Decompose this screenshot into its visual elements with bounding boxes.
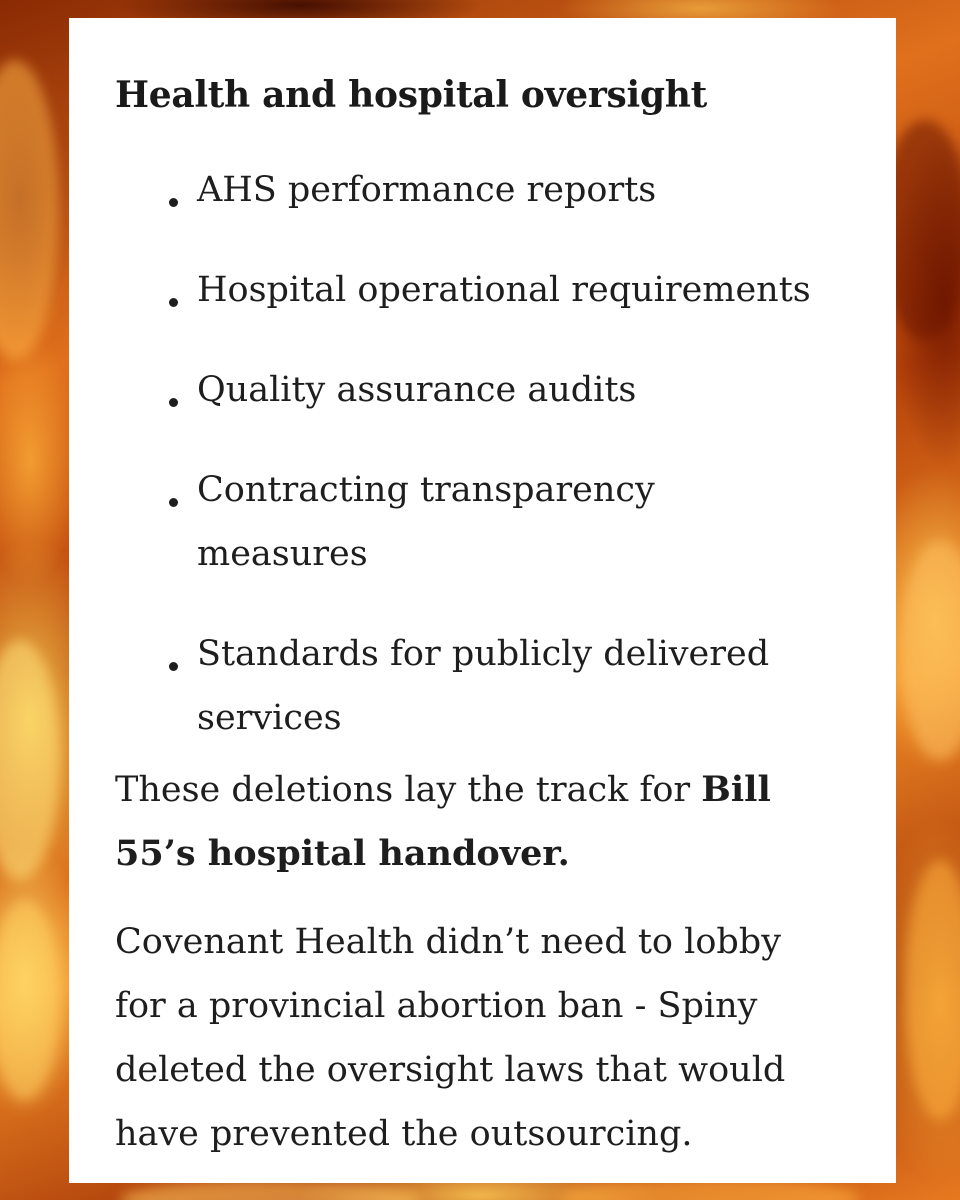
bullet-icon	[169, 298, 178, 307]
oversight-list	[169, 158, 859, 786]
summary-text: These deletions lay the track for	[115, 770, 702, 810]
bullet-icon	[169, 398, 178, 407]
list-item-text: Quality assurance audits	[197, 370, 637, 410]
list-item	[169, 358, 859, 422]
content-card	[69, 18, 896, 1183]
section-heading: Health and hospital oversight	[115, 74, 707, 116]
summary-paragraph	[115, 758, 815, 886]
list-item-text: Standards for publicly delivered services	[197, 634, 770, 738]
list-item	[169, 158, 859, 222]
list-item	[169, 458, 689, 586]
conclusion-paragraph: Covenant Health didn’t need to lobby for a provincial abortion ban - Spiny deleted the oversight laws that would have prevented the outsourcing.	[115, 922, 786, 1154]
bullet-icon	[169, 498, 178, 507]
bullet-icon	[169, 198, 178, 207]
bullet-icon	[169, 662, 178, 671]
list-item	[169, 258, 859, 322]
list-item-text: AHS performance reports	[197, 170, 657, 210]
list-item	[169, 622, 809, 750]
summary-emphasis: Bill 55’s hospital handover.	[115, 769, 771, 874]
list-item-text: Hospital operational requirements	[197, 270, 811, 310]
list-item-text: Contracting transparency measures	[197, 470, 655, 574]
